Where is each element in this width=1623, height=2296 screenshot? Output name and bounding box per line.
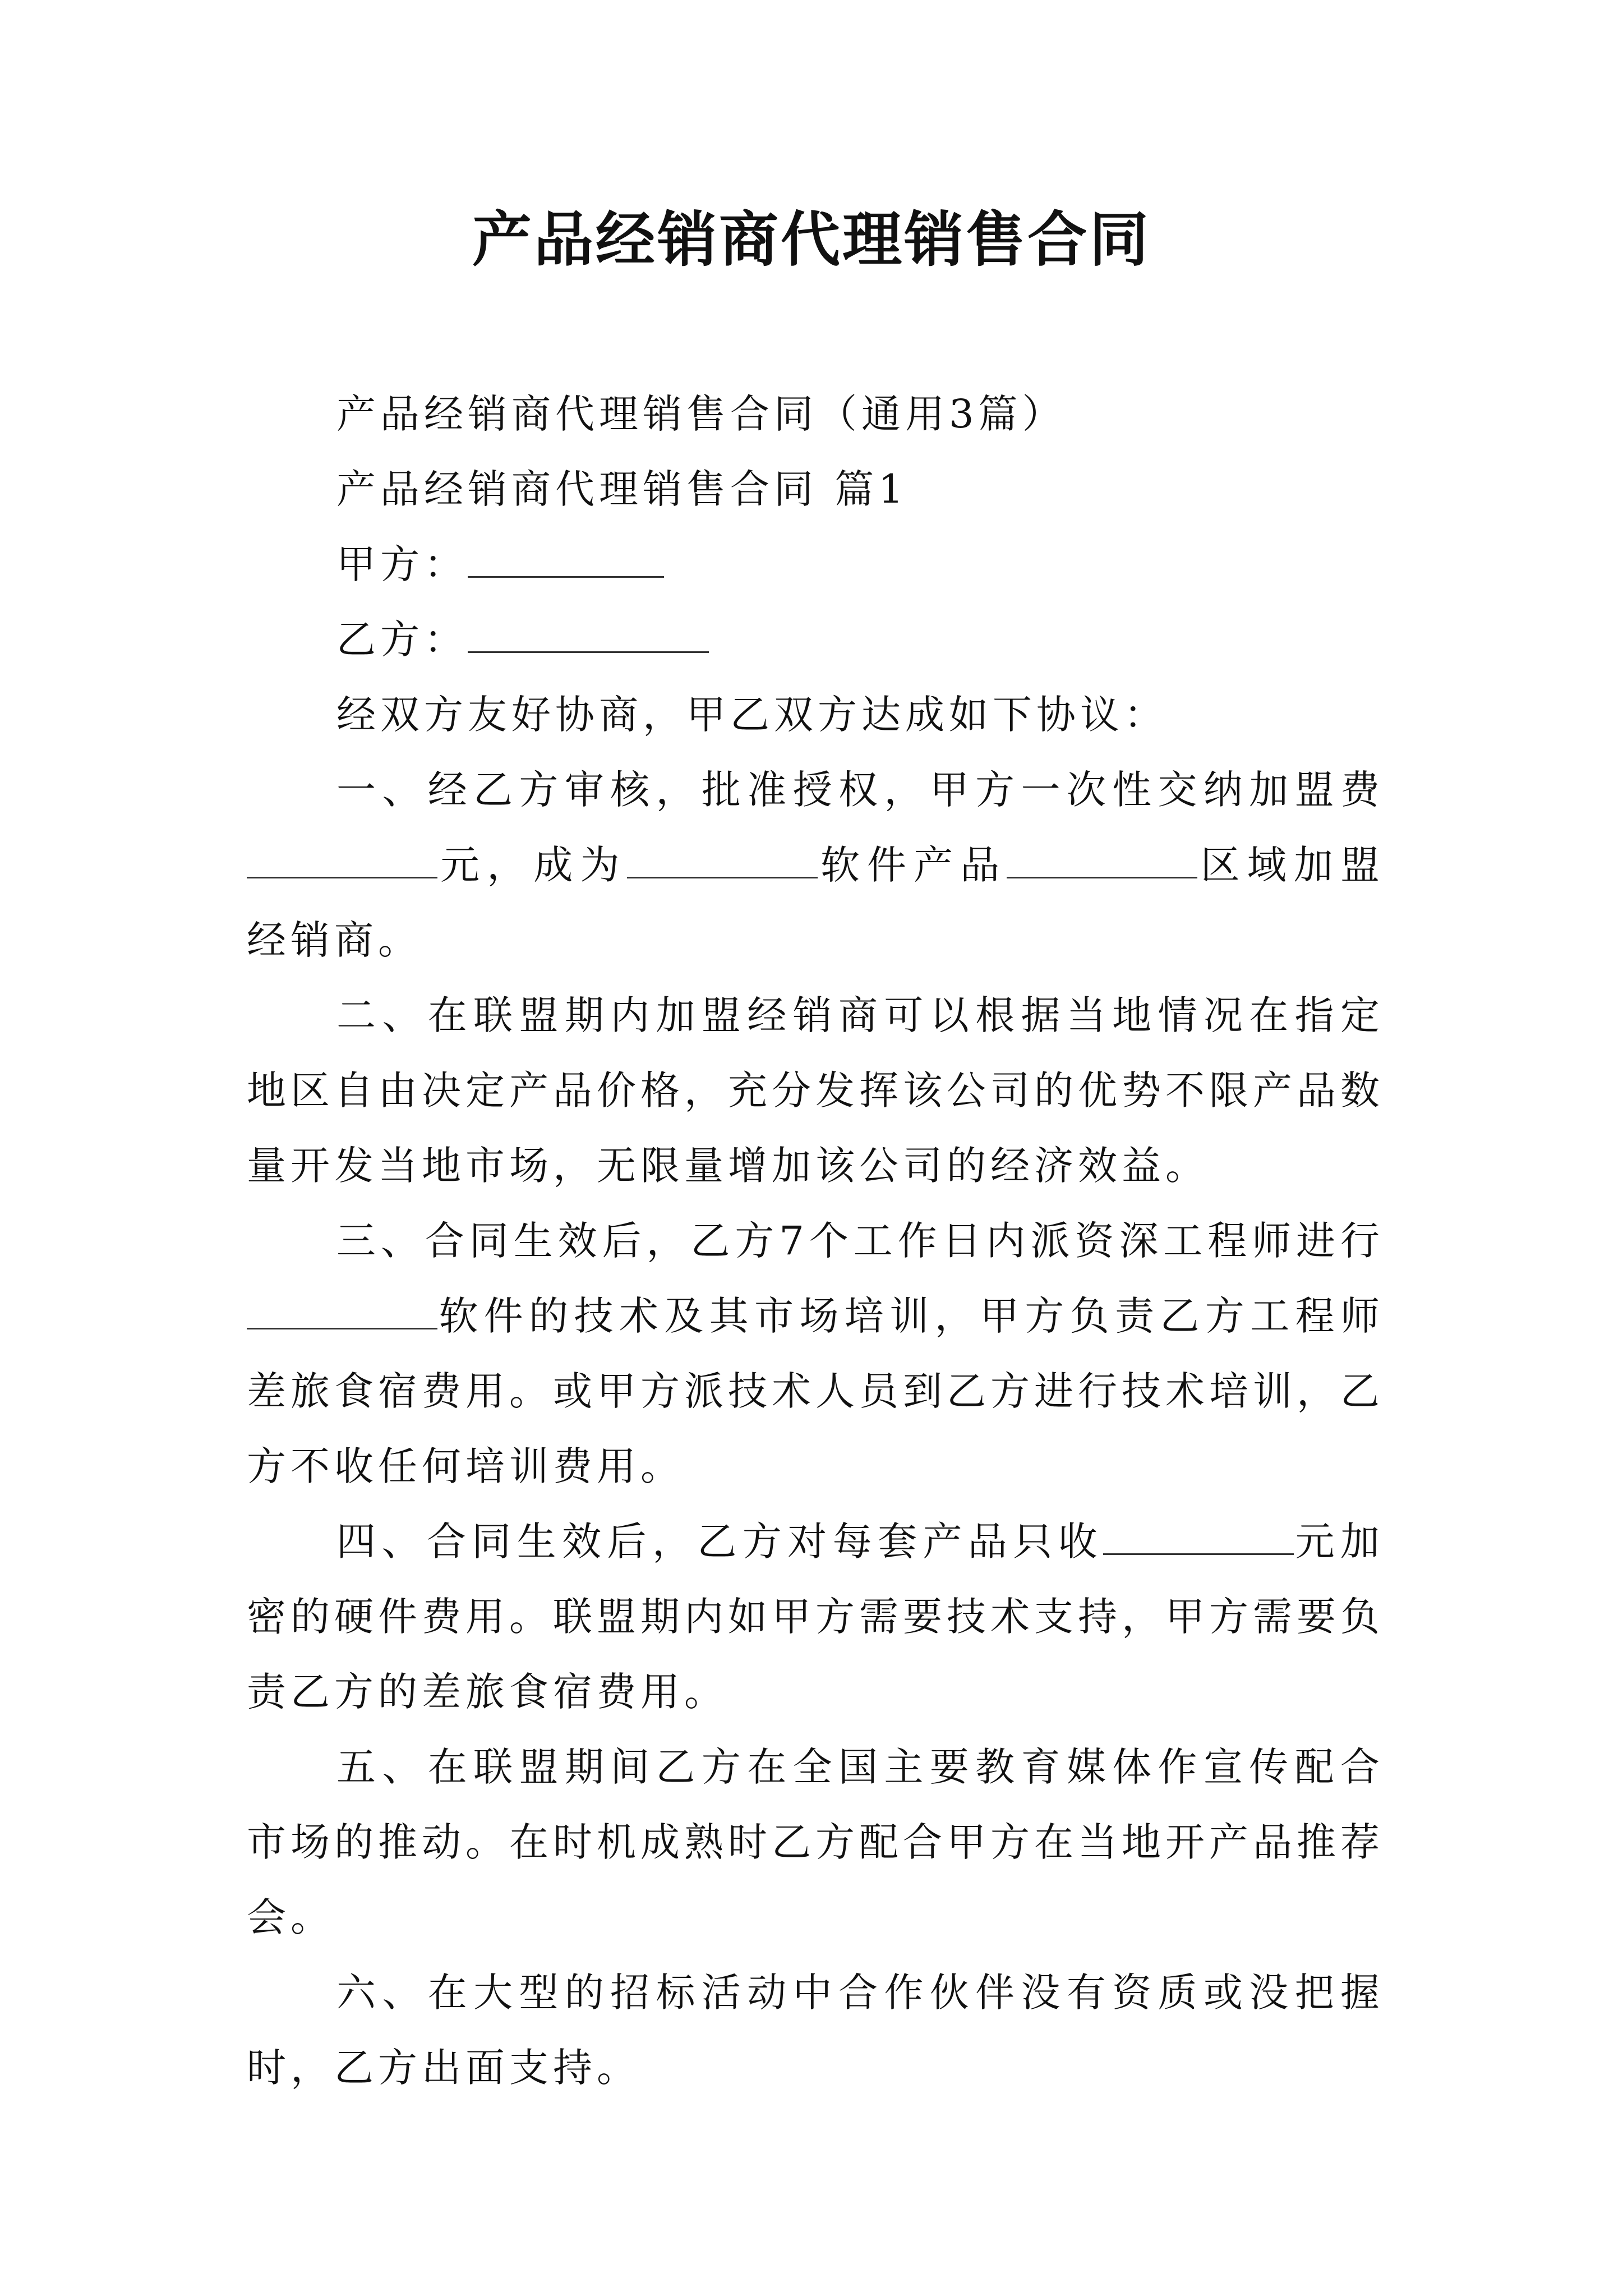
hardware-fee-blank (1103, 1516, 1294, 1555)
clause-4-paragraph (247, 1504, 1384, 1729)
clause-1-text-d: 区域加盟经销商。 (247, 842, 1385, 963)
intro-paragraph: 经双方友好协商，甲乙双方达成如下协议： (336, 692, 1168, 738)
clause-1-text-a: 一、经乙方审核，批准授权，甲方一次性交纳加盟费 (336, 767, 1384, 813)
clause-6-paragraph: 六、在大型的招标活动中合作伙伴没有资质或没把握时，乙方出面支持。 (247, 1970, 1384, 2091)
training-software-blank (247, 1291, 437, 1329)
clause-3-text-a: 三、合同生效后，乙方7个工作日内派资深工程师进行 (336, 1218, 1384, 1264)
party-b-blank (468, 614, 709, 653)
region-blank (1007, 840, 1197, 878)
clause-3-paragraph (247, 1203, 1384, 1504)
clause-1-paragraph (247, 752, 1384, 978)
clause-3-text-b: 软件的技术及其市场培训，甲方负责乙方工程师差旅食宿费用。或甲方派技术人员到乙方进行技术培训，乙方不收任何培训费用。 (247, 1293, 1384, 1489)
part-heading-paragraph: 产品经销商代理销售合同 篇1 (336, 466, 908, 512)
clause-2-paragraph: 二、在联盟期内加盟经销商可以根据当地情况在指定地区自由决定产品价格，充分发挥该公司的优势不限产品数量开发当地市场，无限量增加该公司的经济效益。 (247, 992, 1384, 1189)
party-b-paragraph (247, 602, 1384, 677)
clause-4-text-b: 元加密的硬件费用。联盟期内如甲方需要技术支持，甲方需要负责乙方的差旅食宿费用。 (247, 1519, 1385, 1715)
clause-4-text-a: 四、合同生效后，乙方对每套产品只收 (336, 1519, 1104, 1565)
clause-1-text-b: 元，成为 (437, 842, 627, 888)
party-b-label: 乙方： (336, 616, 468, 662)
franchise-fee-blank (247, 840, 437, 878)
party-a-paragraph (247, 527, 1384, 602)
software-name-blank (627, 840, 818, 878)
clause-1-text-c: 软件产品 (817, 842, 1007, 888)
document-title: 产品经销商代理销售合同 (472, 204, 1151, 274)
clause-5-paragraph: 五、在联盟期间乙方在全国主要教育媒体作宣传配合市场的推动。在时机成熟时乙方配合甲方在当地开产品推荐会。 (247, 1744, 1384, 1940)
subtitle-paragraph: 产品经销商代理销售合同（通用3篇） (336, 391, 1066, 437)
party-a-blank (468, 539, 664, 578)
party-a-label: 甲方： (336, 541, 468, 587)
document-body (247, 376, 1384, 2105)
